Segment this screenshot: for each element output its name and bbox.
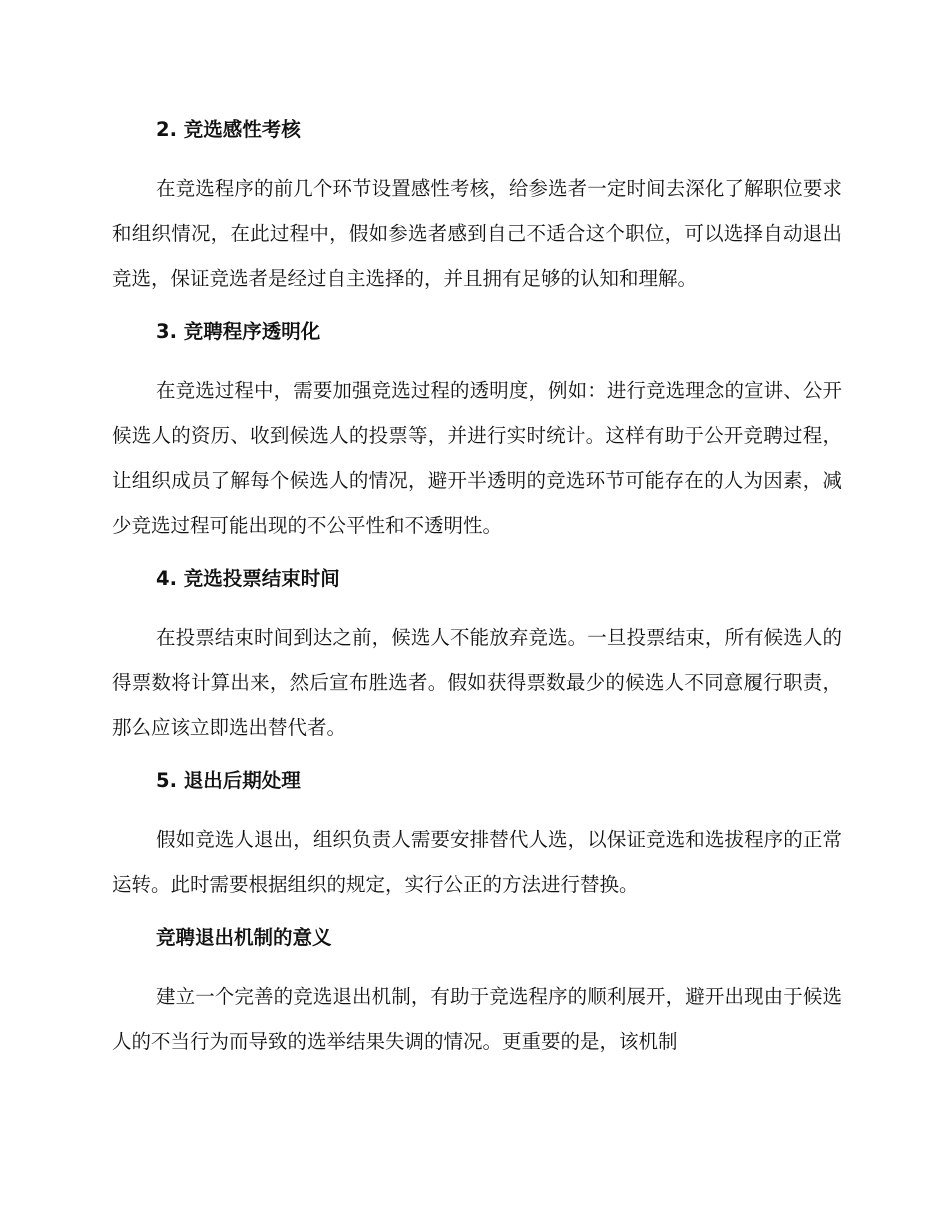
section-heading: 5. 退出后期处理 — [156, 769, 301, 792]
document-body — [112, 112, 842, 1077]
section-paragraph: 在竞选程序的前几个环节设置感性考核，给参选者一定时间去深化了解职位要求和组织情况，在此过程中，假如参选者感到自己不适合这个职位，可以选择自动退出竞选，保证竞选者是经过自主选择的，并且拥有足够的认知和理解。 — [112, 177, 842, 290]
section-heading: 竞聘退出机制的意义 — [156, 926, 332, 949]
section-paragraph: 建立一个完善的竞选退出机制，有助于竞选程序的顺利展开，避开出现由于候选人的不当行为而导致的选举结果失调的情况。更重要的是，该机制 — [112, 985, 842, 1053]
section-heading: 2. 竞选感性考核 — [156, 118, 301, 141]
section-paragraph: 在竞选过程中，需要加强竞选过程的透明度，例如：进行竞选理念的宣讲、公开候选人的资历、收到候选人的投票等，并进行实时统计。这样有助于公开竞聘过程，让组织成员了解每个候选人的情况，避开半透明的竞选环节可能存在的人为因素，减少竞选过程可能出现的不公平性和不透明性。 — [112, 379, 842, 537]
section-heading: 3. 竞聘程序透明化 — [156, 320, 321, 343]
section-heading: 4. 竞选投票结束时间 — [156, 567, 340, 590]
section-paragraph: 假如竞选人退出，组织负责人需要安排替代人选，以保证竞选和选拔程序的正常运转。此时需要根据组织的规定，实行公正的方法进行替换。 — [112, 828, 842, 896]
section-paragraph: 在投票结束时间到达之前，候选人不能放弃竞选。一旦投票结束，所有候选人的得票数将计算出来，然后宣布胜选者。假如获得票数最少的候选人不同意履行职责，那么应该立即选出替代者。 — [112, 626, 842, 739]
